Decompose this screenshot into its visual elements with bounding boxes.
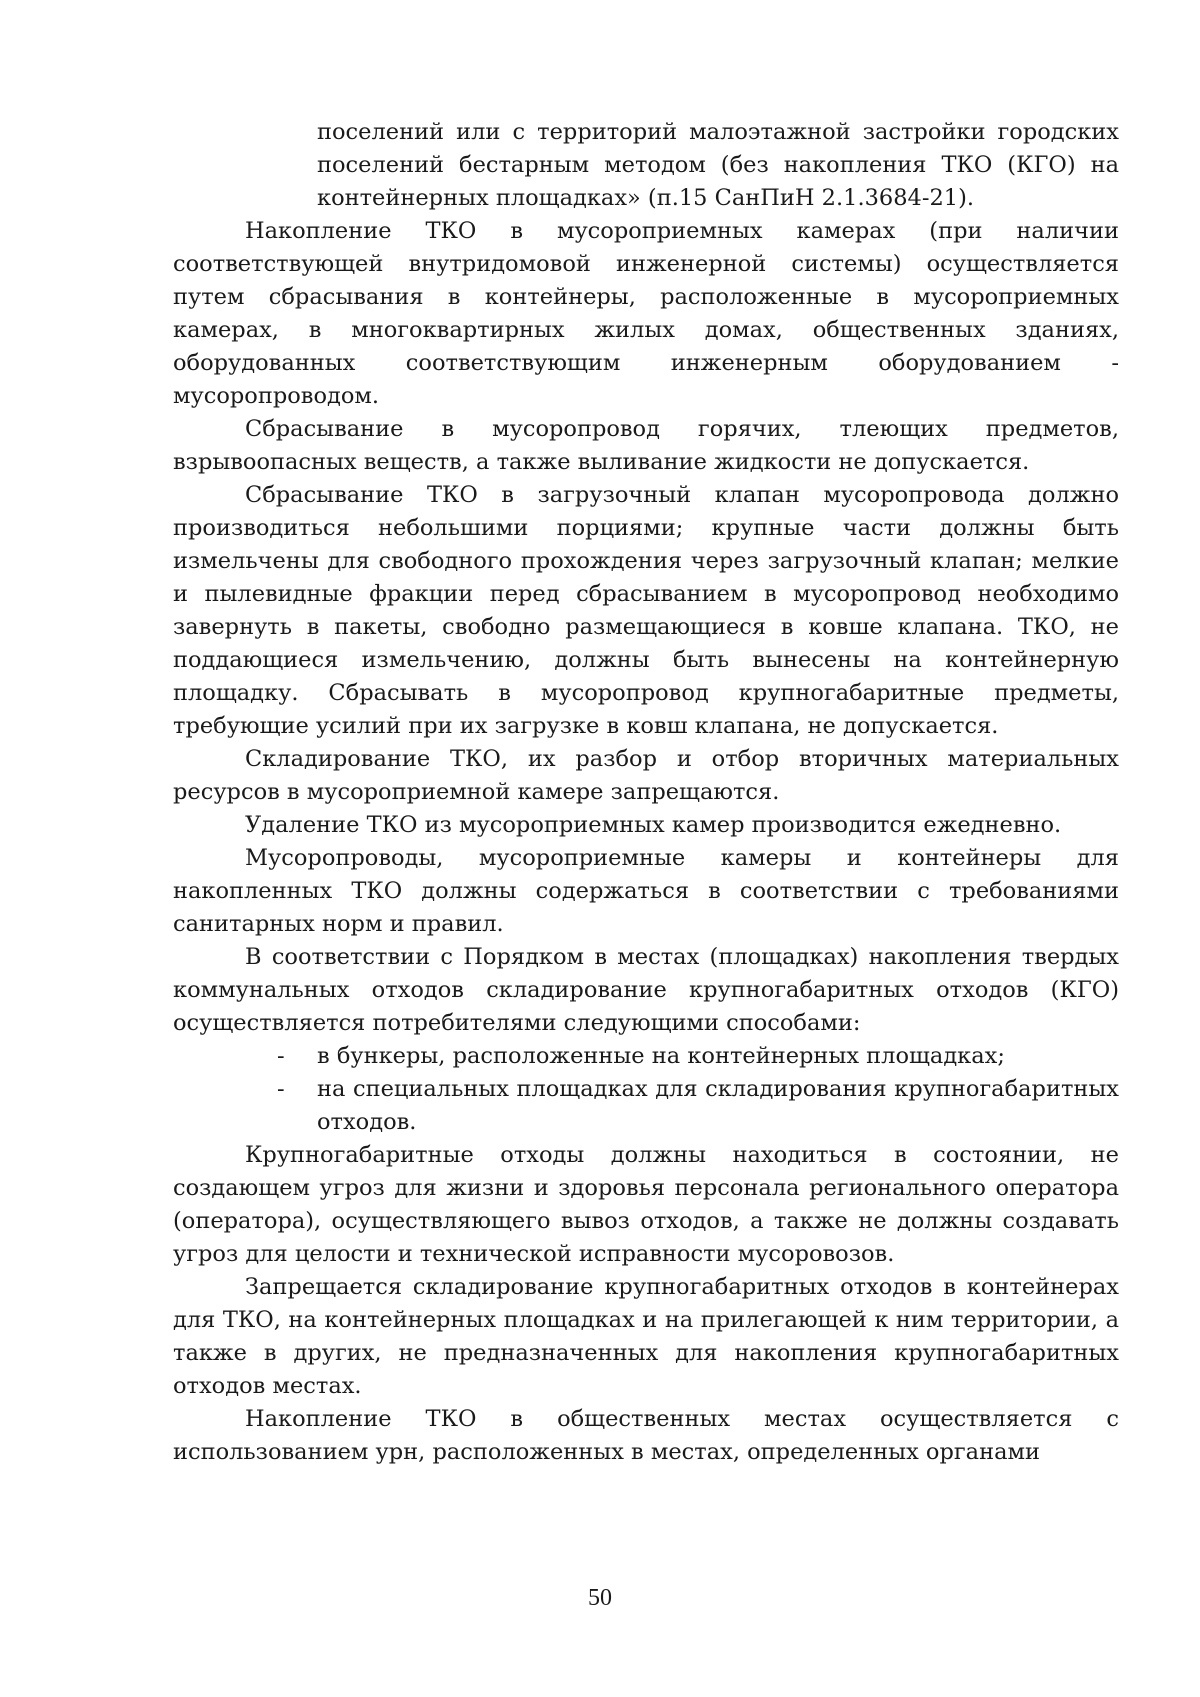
paragraph-bulky-waste-condition: Крупногабаритные отходы должны находиться в состоянии, не создающем угроз для жизни и здоровья персонала регионального оператора (оператора), осуществляющего вывоз отходов, а также не должны создавать угроз для целости и технической исправности мусоровозов. bbox=[173, 1142, 1119, 1267]
paragraph-sorting-prohibited: Складирование ТКО, их разбор и отбор вторичных материальных ресурсов в мусороприемной камере запрещаются. bbox=[173, 746, 1119, 805]
list-dash: - bbox=[277, 1076, 285, 1102]
paragraph-maintenance: Мусоропроводы, мусороприемные камеры и контейнеры для накопленных ТКО должны содержаться в соответствии с требованиями санитарных норм и правил. bbox=[173, 845, 1119, 937]
paragraph-waste-chambers: Накопление ТКО в мусороприемных камерах (при наличии соответствующей внутридомовой инженерной системы) осуществляется путем сбрасывания в контейнеры, расположенные в мусороприемных камерах, в многоквартирных жилых домах, общественных зданиях, оборудованных соответствующим инженерным оборудованием - мусоропроводом. bbox=[173, 218, 1119, 409]
list-item bbox=[277, 1073, 1119, 1139]
methods-list bbox=[173, 1040, 1119, 1139]
paragraph-prohibited-items: Сбрасывание в мусоропровод горячих, тлеющих предметов, взрывоопасных веществ, а также выливание жидкости не допускается. bbox=[173, 416, 1119, 475]
document-body bbox=[173, 116, 1119, 1469]
page-number: 50 bbox=[588, 1585, 612, 1611]
list-item-text: на специальных площадках для складирования крупногабаритных отходов. bbox=[317, 1076, 1119, 1135]
paragraph-daily-removal: Удаление ТКО из мусороприемных камер производится ежедневно. bbox=[245, 812, 1062, 838]
list-dash: - bbox=[277, 1043, 285, 1069]
continuation-paragraph: поселений или с территорий малоэтажной застройки городских поселений бестарным методом (без накопления ТКО (КГО) на контейнерных площадках» (п.15 СанПиН 2.1.3684-21). bbox=[317, 119, 1119, 211]
paragraph-storage-prohibited: Запрещается складирование крупногабаритных отходов в контейнерах для ТКО, на контейнерных площадках и на прилегающей к ним территории, а также в других, не предназначенных для накопления крупногабаритных отходов местах. bbox=[173, 1274, 1119, 1399]
paragraph-loading-valve: Сбрасывание ТКО в загрузочный клапан мусоропровода должно производиться небольшими порциями; крупные части должны быть измельчены для свободного прохождения через загрузочный клапан; мелкие и пылевидные фракции перед сбрасыванием в мусоропровод необходимо завернуть в пакеты, свободно размещающиеся в ковше клапана. ТКО, не поддающиеся измельчению, должны быть вынесены на контейнерную площадку. Сбрасывать в мусоропровод крупногабаритные предметы, требующие усилий при их загрузке в ковш клапана, не допускается. bbox=[173, 482, 1119, 739]
list-item bbox=[277, 1040, 1119, 1073]
list-item-text: в бункеры, расположенные на контейнерных площадках; bbox=[317, 1043, 1005, 1069]
paragraph-public-places: Накопление ТКО в общественных местах осуществляется с использованием урн, расположенных в местах, определенных органами bbox=[173, 1406, 1119, 1465]
paragraph-bulky-waste-methods: В соответствии с Порядком в местах (площадках) накопления твердых коммунальных отходов складирование крупногабаритных отходов (КГО) осуществляется потребителями следующими способами: bbox=[173, 944, 1119, 1036]
